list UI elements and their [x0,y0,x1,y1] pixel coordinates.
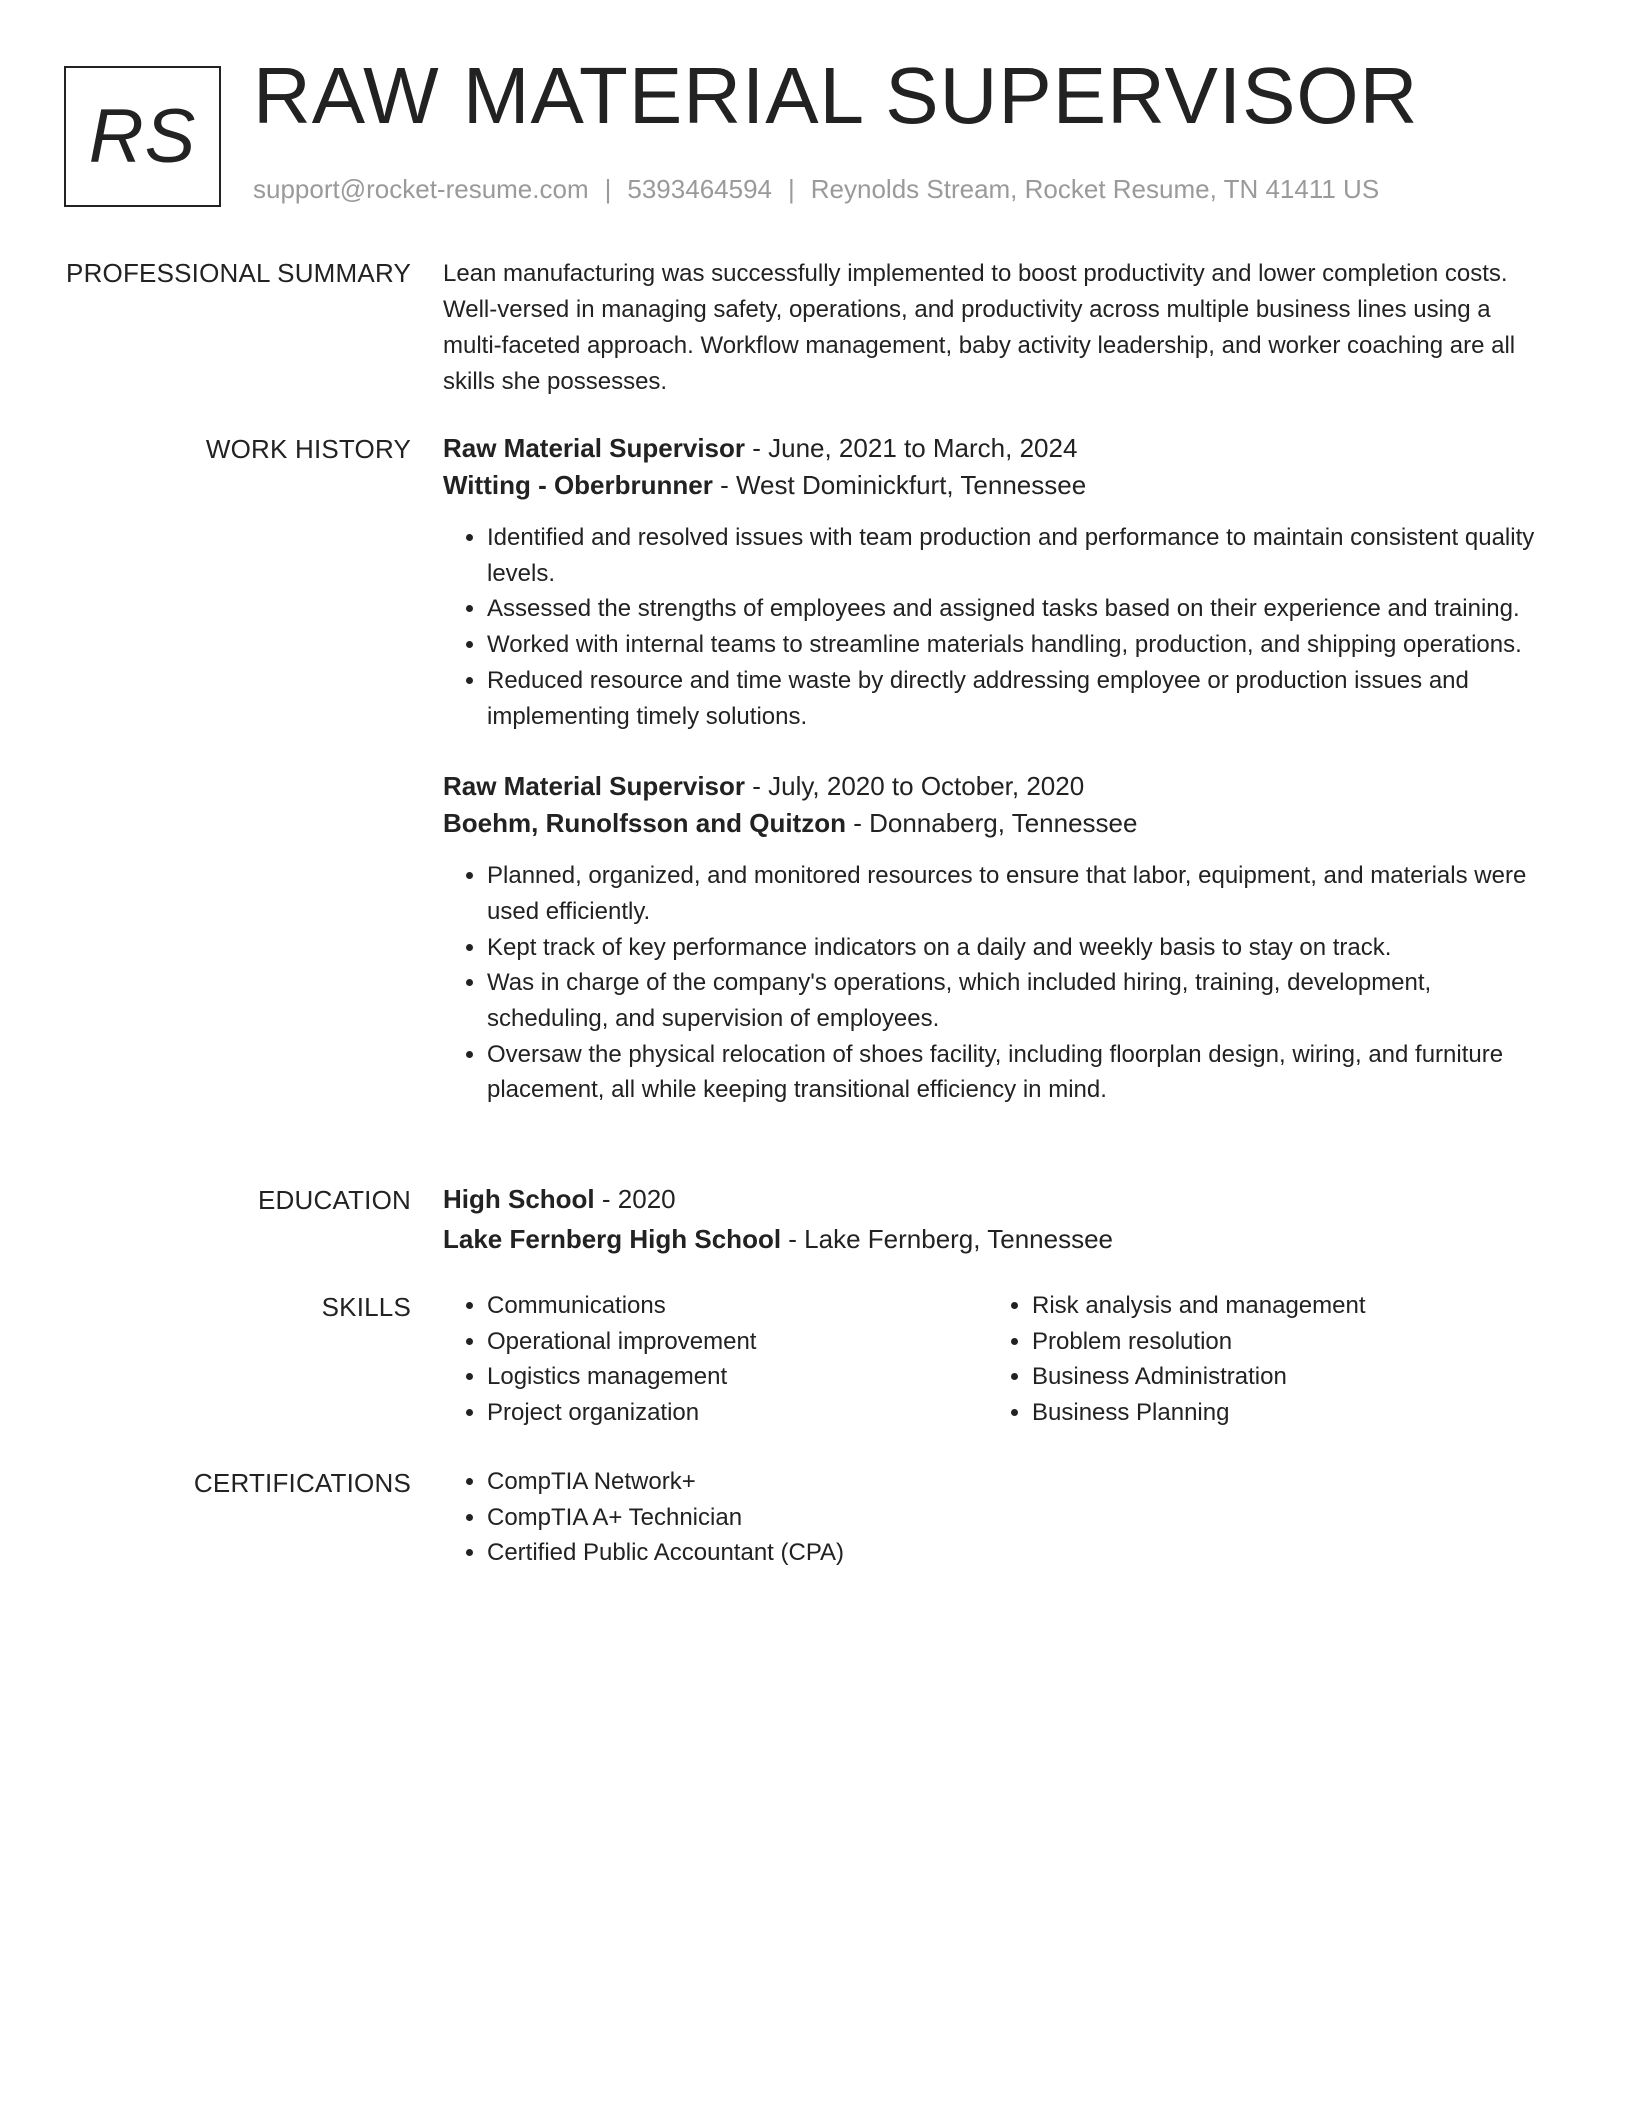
skills-list [988,1288,1533,1431]
skill-item: • Problem resolution [1032,1324,1533,1360]
skills-column-right [988,1288,1533,1431]
job-bullets [443,858,1553,1108]
certification-item: • CompTIA A+ Technician [487,1500,1553,1536]
education-year: - 2020 [594,1184,676,1214]
section-heading-education: EDUCATION [258,1185,411,1215]
job-entry [443,768,1553,1108]
skill-item: • Business Administration [1032,1359,1533,1395]
skills-column-left [443,1288,988,1431]
job-bullet: • Planned, organized, and monitored resources to ensure that labor, equipment, and materials were used efficiently. [487,858,1553,929]
job-bullets [443,520,1553,734]
contact-separator: | [604,174,612,204]
education-school: Lake Fernberg High School [443,1224,782,1254]
education-body [443,1181,1553,1258]
monogram-initials: RS [88,94,197,179]
job-location: - West Dominickfurt, Tennessee [712,470,1087,500]
job-title-line [443,430,1553,467]
section-heading-skills: SKILLS [321,1292,411,1322]
job-title: Raw Material Supervisor [443,433,745,463]
skill-item: • Operational improvement [487,1324,988,1360]
section-heading-certifications: CERTIFICATIONS [193,1468,411,1498]
job-bullet: • Kept track of key performance indicators on a daily and weekly basis to stay on track. [487,930,1553,966]
job-location: - Donnaberg, Tennessee [845,808,1138,839]
contact-phone: 5393464594 [627,174,772,204]
skill-item: • Business Planning [1032,1395,1533,1431]
contact-email: support@rocket-resume.com [253,174,589,204]
work-history-body [443,430,1553,1108]
contact-separator: | [788,174,795,204]
contact-line [253,174,1379,205]
job-company: Boehm, Runolfsson and Quitzon [443,808,846,839]
certification-item: • CompTIA Network+ [487,1464,1553,1500]
section-heading-summary: PROFESSIONAL SUMMARY [66,258,411,288]
job-bullet: • Was in charge of the company's operations, which included hiring, training, development, scheduling, and supervision of employees. [487,965,1553,1036]
education-school-line [443,1221,1553,1258]
skills-body [443,1288,1553,1431]
education-degree-line [443,1181,1553,1218]
job-bullet: • Oversaw the physical relocation of shoes facility, including floorplan design, wiring, and furniture placement, all while keeping transitional efficiency in mind. [487,1037,1553,1108]
summary-text: Lean manufacturing was successfully implemented to boost productivity and lower completion costs. Well-versed in managing safety, operations, and productivity across multiple business lines using a multi-faceted approach. Workflow management, baby activity leadership, and worker coaching are all skills she possesses. [443,260,1516,395]
certification-item: • Certified Public Accountant (CPA) [487,1535,1553,1571]
summary-body [443,256,1553,400]
certifications-list [443,1464,1553,1571]
skills-list [443,1288,988,1431]
skill-item: • Risk analysis and management [1032,1288,1533,1324]
certifications-body [443,1464,1553,1571]
section-heading-work-history: WORK HISTORY [205,434,411,464]
job-dates: - June, 2021 to March, 2024 [745,433,1078,463]
education-degree: High School [443,1184,595,1214]
skill-item: • Project organization [487,1395,988,1431]
resume-title: RAW MATERIAL SUPERVISOR [253,51,1419,140]
job-entry [443,430,1553,734]
skill-item: • Communications [487,1288,988,1324]
skills-columns [443,1288,1553,1431]
contact-address: Reynolds Stream, Rocket Resume, TN 41411 US [810,174,1380,204]
job-bullet: • Assessed the strengths of employees and assigned tasks based on their experience and training. [487,591,1553,627]
skill-item: • Logistics management [487,1359,988,1395]
job-bullet: • Identified and resolved issues with team production and performance to maintain consistent quality levels. [487,520,1553,591]
job-company: Witting - Oberbrunner [443,470,713,500]
job-title: Raw Material Supervisor [443,771,745,802]
job-bullet: • Worked with internal teams to streamline materials handling, production, and shipping operations. [487,627,1553,663]
job-company-line [443,467,1553,504]
education-location: - Lake Fernberg, Tennessee [781,1224,1114,1254]
monogram-logo [64,66,221,207]
job-bullet: • Reduced resource and time waste by directly addressing employee or production issues and implementing timely solutions. [487,663,1553,734]
job-title-line [443,768,1553,805]
job-dates: - July, 2020 to October, 2020 [745,771,1085,802]
job-company-line [443,805,1553,842]
